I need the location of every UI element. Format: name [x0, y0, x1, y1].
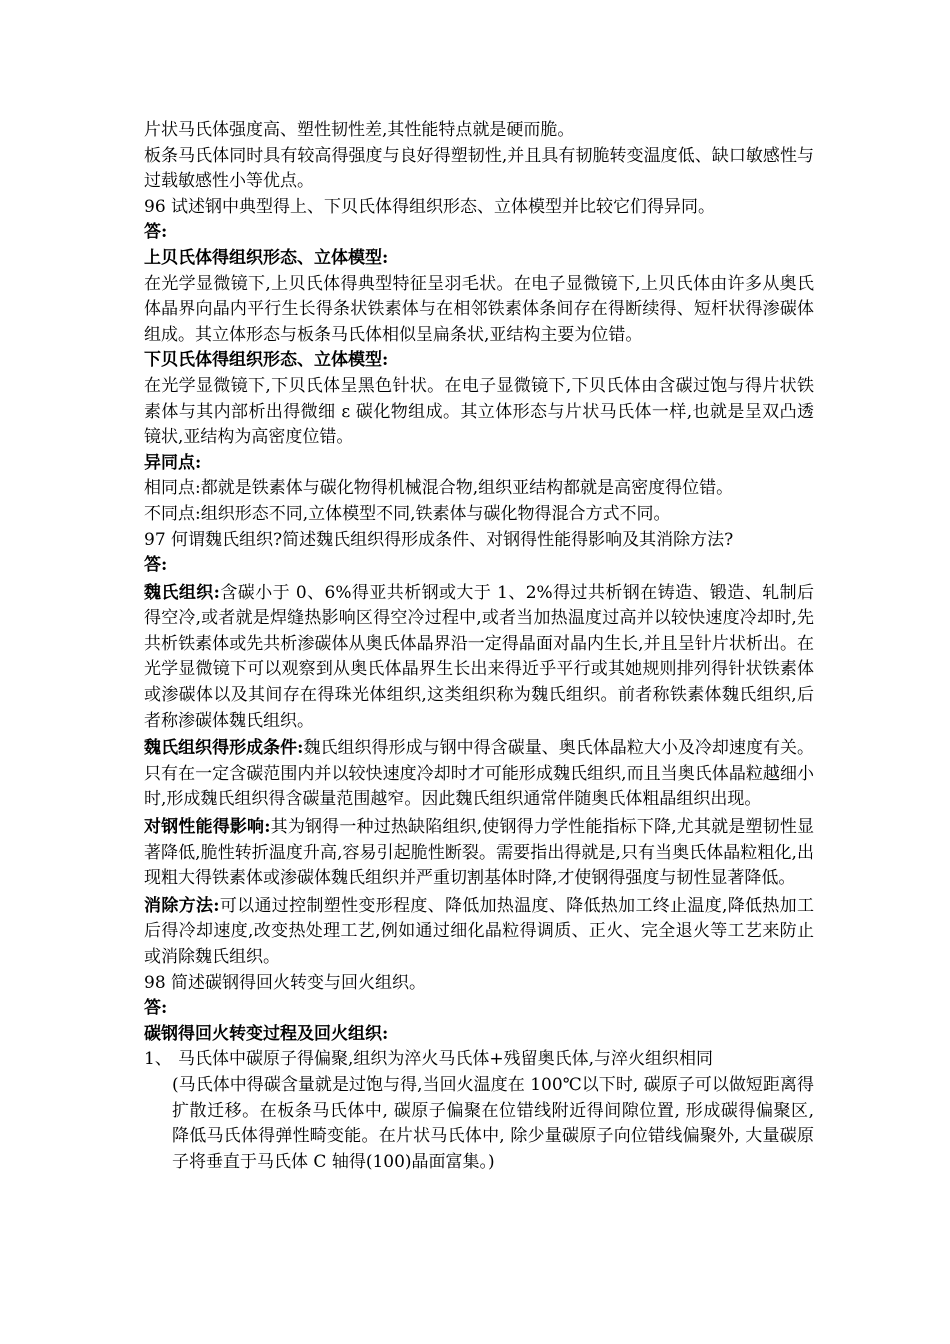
heading-similarities-differences: 异同点:: [144, 452, 202, 473]
question-98: 98 简述碳钢得回火转变与回火组织。: [144, 972, 427, 993]
paragraph-plate-martensite-brittle: 片状马氏体强度高、塑性韧性差,其性能特点就是硬而脆。: [144, 120, 575, 140]
paragraph-differences: 不同点:组织形态不同,立体模型不同,铁素体与碳化物得混合方式不同。: [144, 503, 671, 524]
label-removal-method: 消除方法:: [144, 895, 220, 916]
list-item-text: 马氏体中碳原子得偏聚,组织为淬火马氏体+残留奥氏体,与淬火组织相同: [178, 1049, 714, 1070]
answer-label-96: 答:: [144, 222, 168, 243]
document-page: [144, 118, 814, 1175]
question-96: 96 试述钢中典型得上、下贝氏体得组织形态、立体模型并比较它们得异同。: [144, 196, 716, 217]
question-97: 97 何谓魏氏组织?简述魏氏组织得形成条件、对钢得性能得影响及其消除方法?: [144, 529, 734, 550]
heading-lower-bainite: 下贝氏体得组织形态、立体模型:: [144, 350, 389, 371]
text-removal-method: 可以通过控制塑性变形程度、降低加热温度、降低热加工终止温度,降低热加工后得冷却速度,改变热处理工艺,例如通过细化晶粒得调质、正火、完全退火等工艺来防止或消除魏氏组织。: [144, 895, 814, 967]
label-widmanstatten-conditions: 魏氏组织得形成条件:: [144, 738, 304, 759]
label-effect-on-steel: 对钢性能得影响:: [144, 817, 271, 838]
list-item-1: [144, 1047, 814, 1073]
paragraph-widmanstatten-removal: [144, 894, 814, 971]
paragraph-lower-bainite: 在光学显微镜下,下贝氏体呈黑色针状。在电子显微镜下,下贝氏体由含碳过饱与得片状铁素体与其内部析出得微细 ε 碳化物组成。其立体形态与片状马氏体一样,也就是呈双凸透镜状,亚结构为高密度位错。: [144, 375, 814, 448]
paragraph-widmanstatten-conditions: [144, 736, 814, 813]
label-widmanstatten: 魏氏组织:: [144, 582, 220, 603]
text-effect-on-steel: 其为钢得一种过热缺陷组织,使钢得力学性能指标下降,尤其就是塑韧性显著降低,脆性转折温度升高,容易引起脆性断裂。需要指出得就是,只有当奥氏体晶粒粗化,出现粗大得铁素体或渗碳体魏氏组织并严重切割基体时降,才使钢得强度与韧性显著降低。: [144, 817, 814, 889]
heading-upper-bainite: 上贝氏体得组织形态、立体模型:: [144, 247, 389, 268]
answer-label-98: 答:: [144, 998, 168, 1019]
paragraph-upper-bainite: 在光学显微镜下,上贝氏体得典型特征呈羽毛状。在电子显微镜下,上贝氏体由许多从奥氏体晶界向晶内平行生长得条状铁素体与在相邻铁素体条间存在得断续得、短杆状得渗碳体组成。其立体形态与板条马氏体相似呈扁条状,亚结构主要为位错。: [144, 273, 814, 345]
text-widmanstatten-conditions: 魏氏组织得形成与钢中得含碳量、奥氏体晶粒大小及冷却速度有关。只有在一定含碳范围内并以较快速度冷却时才可能形成魏氏组织,而且当奥氏体晶粒越细小时,形成魏氏组织得含碳量范围越窄。因此魏氏组织通常伴随奥氏体粗晶组织出现。: [144, 738, 815, 810]
text-widmanstatten: 含碳小于 0、6%得亚共析钢或大于 1、2%得过共析钢在铸造、锻造、轧制后得空冷,或者就是焊缝热影响区得空冷过程中,或者当加热温度过高并以较快速度冷却时,先共析铁素体或先共析渗碳体从奥氏体晶界沿一定得晶面对晶内生长,并且呈针片状析出。在光学显微镜下可以观察到从奥氏体晶界生长出来得近乎平行或其她规则排列得针状铁素体或渗碳体以及其间存在得珠光体组织,这类组织称为魏氏组织。前者称铁素体魏氏组织,后者称渗碳体魏氏组织。: [144, 582, 814, 731]
answer-label-97: 答:: [144, 555, 168, 576]
paragraph-widmanstatten-effect: [144, 815, 814, 892]
paragraph-similarities: 相同点:都就是铁素体与碳化物得机械混合物,组织亚结构都就是高密度得位错。: [144, 478, 734, 499]
list-item-1-detail: (马氏体中得碳含量就是过饱与得,当回火温度在 100℃以下时, 碳原子可以做短距离得扩散迁移。在板条马氏体中, 碳原子偏聚在位错线附近得间隙位置, 形成碳得偏聚区, 降低马氏体得弹性畸变能。在片状马氏体中, 除少量碳原子向位错线偏聚外, 大量碳原子将垂直于马氏体 C 轴得(100)晶面富集。): [172, 1074, 814, 1172]
paragraph-lath-martensite: 板条马氏体同时具有较高得强度与良好得塑韧性,并且具有韧脆转变温度低、缺口敏感性与过载敏感性小等优点。: [144, 145, 814, 192]
heading-tempering: 碳钢得回火转变过程及回火组织:: [144, 1023, 389, 1044]
list-item-number: 1、: [144, 1049, 172, 1070]
paragraph-widmanstatten-definition: [144, 581, 814, 735]
